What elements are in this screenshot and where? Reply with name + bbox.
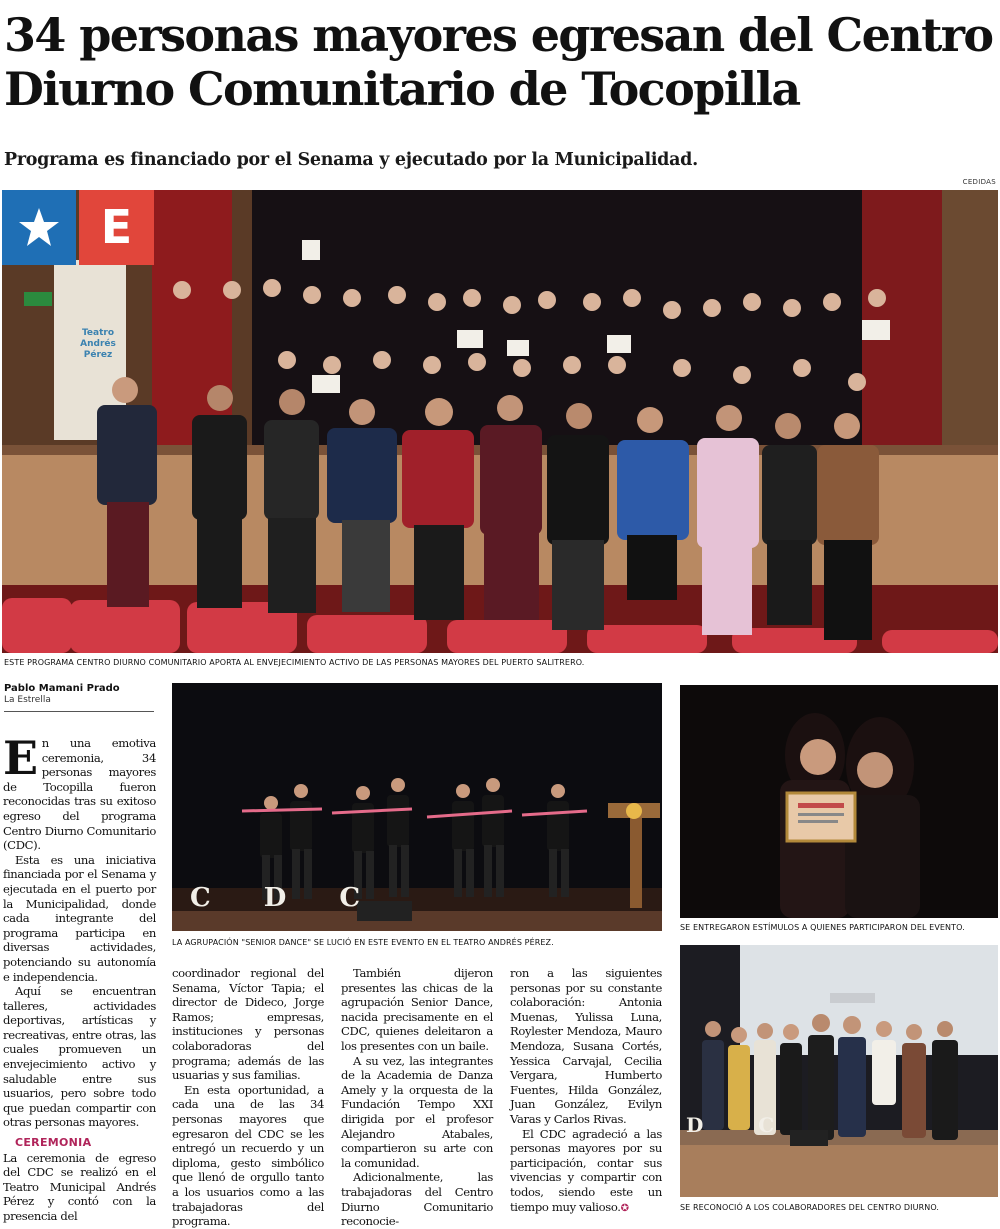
- col1-paragraph-3: Aquí se encuentran talleres, actividades deportivas, artísticas y recreativas, entre otras, las cuales promueven un envejecimiento activo y saludable entre sus usuarios, pero sobre todo que puedan compartir con otras personas mayores.: [3, 984, 156, 1130]
- col4-paragraph-1: ron a las siguientes personas por su constante colaboración: Antonia Muenas, Yulissa Luna, Roylester Mendoza, Mauro Mendoza, Susana Cortés, Yessica Carvajal, Cecilia Vergara, Humberto Fuentes, Hilda González, Juan González, Evilyn Varas y Carlos Rivas.: [510, 966, 662, 1126]
- col3-paragraph-2: A su vez, las integrantes de la Academia de Danza Amely y la orquesta de la Fundación Tempo XXI dirigida por el profesor Alejandro Atabales, compartieron su arte con la comunidad.: [341, 1053, 493, 1170]
- publication-name: La Estrella: [4, 695, 51, 705]
- newspaper-logo-blue-block: [2, 190, 76, 265]
- article-column-2: [172, 966, 324, 1229]
- author-name: Pablo Mamani Prado: [4, 683, 120, 694]
- lead-paragraph: [3, 731, 156, 853]
- article-headline: 34 personas mayores egresan del Centro Diurno Comunitario de Tocopilla: [4, 8, 993, 116]
- newspaper-logo-letter: E: [100, 200, 133, 254]
- collaborators-photo: [680, 945, 998, 1197]
- col3-paragraph-3: Adicionalmente, las trabajadoras del Centro Diurno Comunitario reconocie-: [341, 1170, 493, 1229]
- lead-paragraph-text: n una emotiva ceremonia, 34 personas mayores de Tocopilla fueron reconocidas tras su exitoso egreso del programa Centro Diurno Comunitario (CDC).: [3, 736, 156, 853]
- col4-paragraph-2: [510, 1127, 662, 1217]
- drop-cap: E: [3, 731, 38, 785]
- star-icon: [2, 190, 76, 265]
- col2-paragraph-1: coordinador regional del Senama, Víctor Tapia; el director de Dideco, Jorge Ramos; empresas, instituciones y personas colaboradoras del programa; además de las usuarias y sus familias.: [172, 966, 324, 1083]
- photo-credit: CEDIDAS: [962, 178, 996, 186]
- dance-photo: [172, 683, 662, 931]
- main-group-photo: [2, 190, 998, 653]
- article-subheadline: Programa es financiado por el Senama y ejecutado por la Municipalidad.: [4, 150, 698, 170]
- main-photo-caption: ESTE PROGRAMA CENTRO DIURNO COMUNITARIO APORTA AL ENVEJECIMIENTO ACTIVO DE LAS PERSONAS MAYORES DEL PUERTO SALITRERO.: [4, 658, 585, 667]
- end-of-article-icon: ✪: [620, 1202, 629, 1214]
- section-heading: CEREMONIA: [15, 1136, 92, 1150]
- article-column-1: [3, 731, 156, 1224]
- stage-letters-cdc: C D C: [190, 883, 383, 913]
- stage-letters-dc: D C: [686, 1113, 799, 1137]
- col1-paragraph-4: La ceremonia de egreso del CDC se realizó en el Teatro Municipal Andrés Pérez y contó con la presencia del: [3, 1150, 156, 1223]
- dance-photo-caption: LA AGRUPACIÓN "SENIOR DANCE" SE LUCIÓ EN ESTE EVENTO EN EL TEATRO ANDRÉS PÉREZ.: [172, 938, 554, 947]
- collaborators-photo-illustration: [680, 945, 998, 1197]
- article-column-4: [510, 966, 662, 1216]
- diploma-photo-caption: SE ENTREGARON ESTÍMULOS A QUIENES PARTICIPARON DEL EVENTO.: [680, 923, 965, 932]
- collaborators-photo-caption: SE RECONOCIÓ A LOS COLABORADORES DEL CENTRO DIURNO.: [680, 1203, 940, 1212]
- col3-paragraph-1: También dijeron presentes las chicas de la agrupación Senior Dance, nacida precisamente en el CDC, quienes deleitaron a los presentes con un baile.: [341, 966, 493, 1053]
- diploma-photo: [680, 685, 998, 918]
- article-column-3: [341, 966, 493, 1229]
- byline-rule: [4, 711, 154, 712]
- theatre-banner-text: Teatro Andrés Pérez: [80, 328, 116, 360]
- col1-paragraph-2: Esta es una iniciativa financiada por el Senama y ejecutada en el puerto por la Municipalidad, donde cada integrante del programa participa en diversas actividades, potenciando su autonomía e independencia.: [3, 852, 156, 984]
- diploma-photo-illustration: [680, 685, 998, 918]
- col4-paragraph-2-text: El CDC agradeció a las personas mayores por su participación, contar sus vivencias y compartir con todos, siendo este un tiempo muy valioso.: [510, 1126, 662, 1214]
- col2-paragraph-2: En esta oportunidad, a cada una de las 34 personas mayores que egresaron del CDC se les entregó un recuerdo y un diploma, gesto simbólico que llenó de orgullo tanto a los usuarios como a las trabajadoras del programa.: [172, 1082, 324, 1229]
- article-byline: [4, 683, 154, 712]
